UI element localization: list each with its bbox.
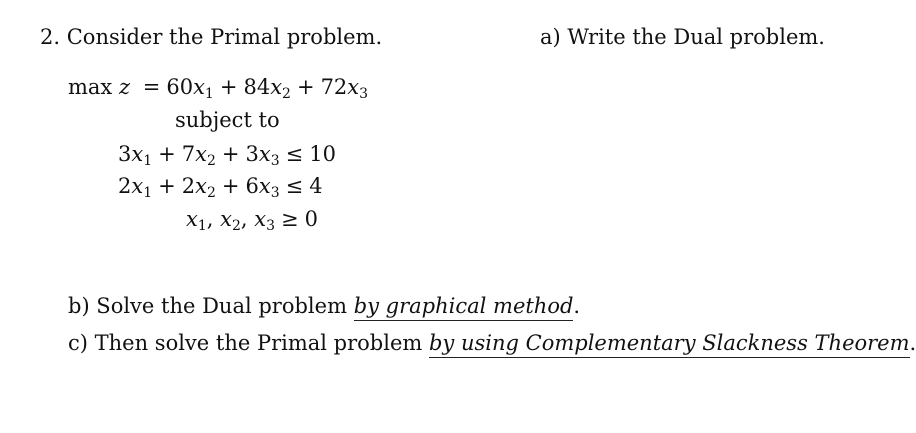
- part-b-method: by graphical method: [354, 294, 574, 321]
- part-c-text: [68, 330, 916, 356]
- problem-header: [40, 24, 382, 50]
- part-a-text: a) Write the Dual problem.: [540, 25, 825, 49]
- constraint-2-coef-2: 2: [181, 174, 196, 198]
- nonnegativity-constraint: $x_1$, $x_2$, $x_3 \ge 0$: [186, 207, 318, 234]
- objective-equals: =: [142, 75, 161, 99]
- constraint-1-relation: ≤: [285, 142, 304, 166]
- constraint-2-relation: ≤: [285, 174, 304, 198]
- objective-function: $\max z = 60x_1 + 84x_2 + 72x_3$: [68, 75, 369, 102]
- constraint-1: $3x_1 + 7x_2 + 3x_3 \le 10$: [118, 142, 336, 169]
- constraint-1-coef-2: 7: [181, 142, 196, 166]
- part-c-suffix: .: [909, 331, 916, 355]
- nonnegativity-relation: ≥: [281, 207, 299, 231]
- objective-variable: z: [118, 75, 131, 99]
- problem-intro: Consider the Primal problem.: [66, 25, 383, 49]
- nonnegativity-rhs: 0: [304, 207, 318, 231]
- part-b-text: [68, 293, 580, 319]
- objective-coef-1: 60: [166, 75, 194, 99]
- part-c-prefix: c) Then solve the Primal problem: [68, 331, 423, 355]
- constraint-2-rhs: 4: [309, 174, 323, 198]
- objective-coef-2: 84: [243, 75, 271, 99]
- objective-prefix: max: [68, 75, 113, 99]
- constraint-1-coef-1: 3: [118, 142, 132, 166]
- constraint-2: $2x_1 + 2x_2 + 6x_3 \le 4$: [118, 174, 323, 201]
- problem-number: 2.: [40, 25, 61, 49]
- constraint-1-coef-3: 3: [245, 142, 259, 166]
- objective-coef-3: 72: [320, 75, 348, 99]
- part-c-method: by using Complementary Slackness Theorem: [429, 331, 910, 358]
- part-b-prefix: b) Solve the Dual problem: [68, 294, 347, 318]
- part-b-suffix: .: [573, 294, 581, 318]
- constraint-2-coef-3: 6: [245, 174, 259, 198]
- subject-to-label: subject to: [175, 108, 280, 132]
- constraint-1-rhs: 10: [309, 142, 336, 166]
- constraint-2-coef-1: 2: [118, 174, 132, 198]
